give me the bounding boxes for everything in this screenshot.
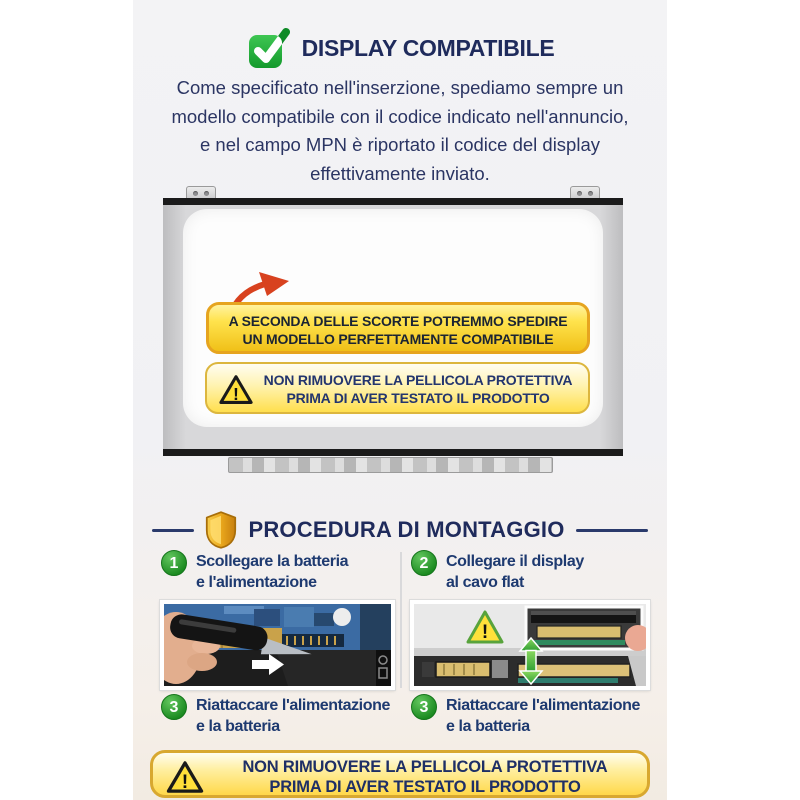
step-label-line: Riattaccare l'alimentazione: [196, 697, 390, 714]
footer-warning-line: NON RIMUOVERE LA PELLICOLA PROTETTIVA: [242, 758, 608, 776]
exclamation-glyph: !: [233, 383, 239, 404]
connector-photo-graphic: [414, 604, 646, 686]
heading-rule-left: [152, 529, 194, 532]
film-warning-box: [205, 362, 590, 414]
heading-rule-right: [576, 529, 648, 532]
warning-triangle-icon: [165, 760, 205, 795]
green-checkmark-icon: [246, 26, 290, 70]
shield-icon: [205, 510, 237, 550]
warning-triangle-icon: [218, 374, 254, 406]
stock-note-line: A SECONDA DELLE SCORTE POTREMMO SPEDIRE: [228, 313, 568, 329]
lcd-panel-illustration: [163, 186, 623, 473]
procedure-title: PROCEDURA DI MONTAGGIO: [248, 517, 565, 542]
photo-disconnect-battery: [160, 600, 395, 690]
stock-note-line: UN MODELLO PERFETTAMENTE COMPATIBILE: [242, 331, 554, 347]
step-2: [411, 550, 584, 593]
panel-bottom-edge: [163, 449, 623, 456]
panel-foil-cable: [228, 457, 553, 473]
photo-connect-flat-cable: [410, 600, 650, 690]
step-label-line: e l'alimentazione: [196, 574, 317, 591]
step-label-line: Scollegare la batteria: [196, 553, 349, 570]
step-label-line: e la batteria: [196, 718, 280, 735]
screw-hole: [193, 191, 198, 196]
stock-note-box: [206, 302, 590, 354]
svg-text:!: !: [181, 771, 189, 794]
film-warning-line: PRIMA DI AVER TESTATO IL PRODOTTO: [286, 390, 550, 406]
intro-paragraph: [150, 74, 650, 188]
screw-hole: [204, 191, 209, 196]
step-number-badge: 3: [411, 694, 437, 720]
step-3-right: [411, 694, 640, 737]
intro-line: modello compatibile con il codice indicato nell'annuncio,: [171, 105, 629, 127]
step-1: [161, 550, 348, 593]
column-divider: [400, 552, 402, 688]
intro-line: e nel campo MPN è riportato il codice del display: [200, 134, 600, 155]
intro-line: Come specificato nell'inserzione, spediamo sempre un: [176, 77, 624, 98]
step-label-line: Collegare il display: [446, 553, 584, 570]
screw-hole: [588, 191, 593, 196]
step-3-left: [161, 694, 390, 737]
step-number-badge: 1: [161, 550, 187, 576]
motherboard-photo-graphic: [164, 604, 391, 686]
step-label-line: Riattaccare l'alimentazione: [446, 697, 640, 714]
header: [133, 26, 667, 70]
footer-warning-line: PRIMA DI AVER TESTATO IL PRODOTTO: [269, 778, 581, 796]
step-number-badge: 2: [411, 550, 437, 576]
intro-line: effettivamente inviato.: [310, 162, 490, 184]
screw-hole: [577, 191, 582, 196]
step-number-badge: 3: [161, 694, 187, 720]
footer-warning-box: [150, 750, 650, 798]
step-label-line: e la batteria: [446, 718, 530, 735]
procedure-header: [133, 510, 667, 550]
step-label-line: al cavo flat: [446, 574, 524, 591]
page-title: DISPLAY COMPATIBILE: [301, 34, 555, 61]
svg-text:!: !: [481, 622, 489, 643]
panel-top-edge: [163, 198, 623, 205]
content-column: [133, 0, 667, 800]
film-warning-line: NON RIMUOVERE LA PELLICOLA PROTETTIVA: [263, 372, 573, 388]
inset-photo: [526, 607, 646, 651]
